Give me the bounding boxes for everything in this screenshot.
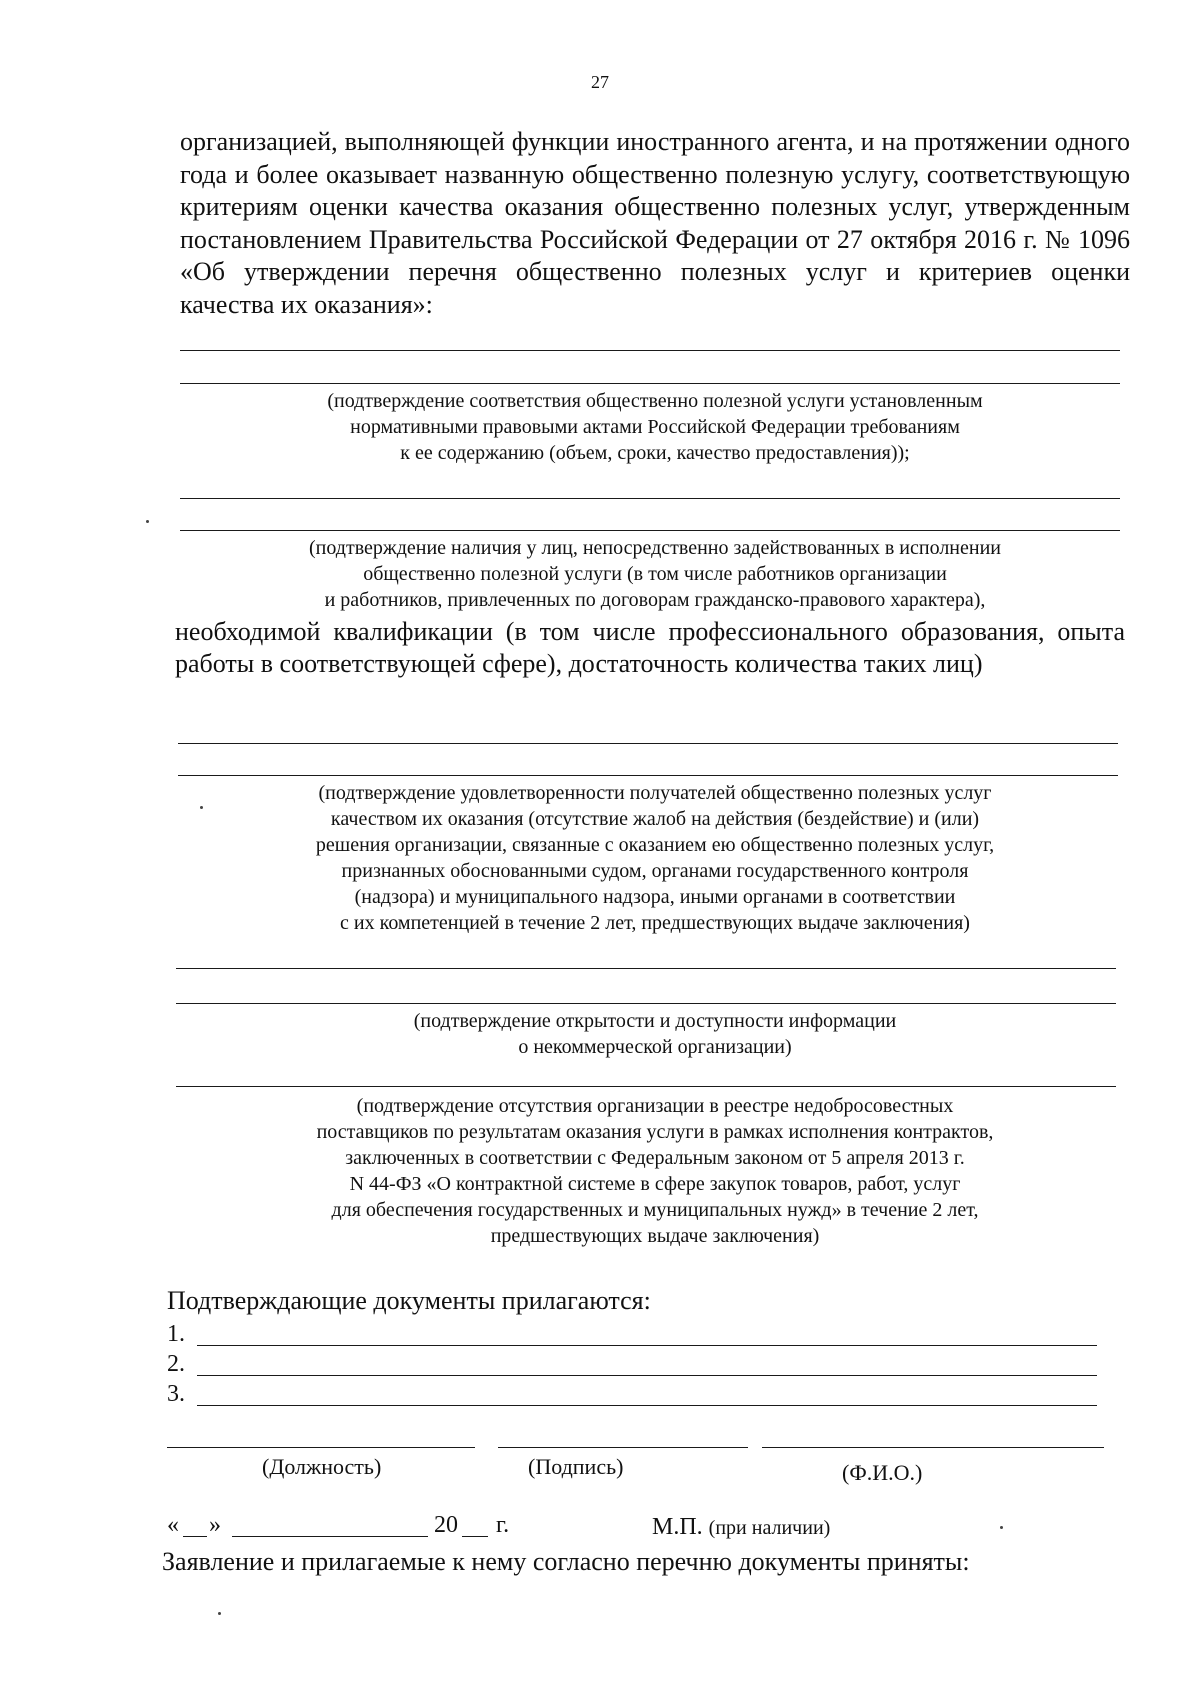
attached-document-number: 3. bbox=[167, 1381, 185, 1407]
caption-line: (надзора) и муниципального надзора, иными органами в соответствии bbox=[354, 886, 956, 908]
stamp-label: М.П. bbox=[652, 1514, 703, 1540]
fill-line bbox=[176, 968, 1116, 969]
fill-line bbox=[176, 1003, 1116, 1004]
caption-line: и работников, привлеченных по договорам гражданско-правового характера), bbox=[324, 589, 986, 611]
stamp-place bbox=[652, 1512, 830, 1543]
qualification-paragraph: необходимой квалификации (в том числе профессионального образования, опыта работы в соответствующей сфере), достаточность количества таких лиц) bbox=[175, 617, 1125, 678]
attached-document-number: 2. bbox=[167, 1351, 185, 1377]
attached-documents-title: Подтверждающие документы прилагаются: bbox=[167, 1286, 651, 1315]
caption-service-compliance bbox=[180, 388, 1130, 466]
attached-document-item[interactable] bbox=[167, 1320, 1097, 1348]
caption-line: заключенных в соответствии с Федеральным законом от 5 апреля 2013 г. bbox=[345, 1147, 965, 1169]
attached-document-item[interactable] bbox=[167, 1380, 1097, 1408]
fill-line bbox=[176, 1086, 1116, 1087]
caption-line: (подтверждение удовлетворенности получателей общественно полезных услуг bbox=[318, 782, 992, 804]
caption-line: качеством их оказания (отсутствие жалоб на действия (бездействие) и (или) bbox=[330, 808, 980, 830]
caption-staff-qualification bbox=[180, 535, 1130, 613]
scan-speck bbox=[1000, 1526, 1003, 1529]
fill-line bbox=[180, 498, 1120, 499]
caption-information-openness bbox=[180, 1008, 1130, 1060]
final-paragraph: Заявление и прилагаемые к нему согласно перечню документы приняты: bbox=[162, 1547, 970, 1576]
signature-label: (Подпись) bbox=[528, 1454, 624, 1479]
fill-line bbox=[178, 775, 1118, 776]
fill-line bbox=[197, 1345, 1097, 1346]
caption-line: с их компетенцией в течение 2 лет, предшествующих выдаче заключения) bbox=[340, 912, 970, 934]
year-prefix: 20 bbox=[434, 1512, 458, 1538]
day-blank[interactable] bbox=[183, 1536, 207, 1537]
month-blank[interactable] bbox=[232, 1536, 428, 1537]
caption-line: (подтверждение наличия у лиц, непосредственно задействованных в исполнении bbox=[308, 537, 1001, 559]
caption-line: общественно полезной услуги (в том числе работников организации bbox=[363, 563, 947, 585]
attached-document-number: 1. bbox=[167, 1321, 185, 1347]
year-suffix: г. bbox=[496, 1512, 510, 1538]
scan-speck bbox=[200, 806, 203, 809]
stamp-note: (при наличии) bbox=[708, 1517, 831, 1539]
fill-line bbox=[197, 1375, 1097, 1376]
caption-line: о некоммерческой организации) bbox=[518, 1036, 792, 1058]
caption-line: нормативными правовыми актами Российской Федерации требованиям bbox=[350, 416, 960, 438]
signature-line[interactable] bbox=[498, 1447, 748, 1448]
fill-line bbox=[180, 530, 1120, 531]
caption-line: к ее содержанию (объем, сроки, качество предоставления)); bbox=[400, 442, 910, 464]
caption-line: N 44-ФЗ «О контрактной системе в сфере закупок товаров, работ, услуг bbox=[349, 1173, 961, 1195]
fill-line bbox=[180, 350, 1120, 351]
attached-document-item[interactable] bbox=[167, 1350, 1097, 1378]
year-blank[interactable] bbox=[462, 1536, 488, 1537]
position-label: (Должность) bbox=[262, 1454, 382, 1479]
caption-line: (подтверждение соответствия общественно полезной услуги установленным bbox=[327, 390, 983, 412]
caption-recipient-satisfaction bbox=[180, 780, 1130, 936]
date-close-quote: » bbox=[209, 1512, 221, 1538]
caption-line: (подтверждение открытости и доступности информации bbox=[413, 1010, 897, 1032]
caption-line: поставщиков по результатам оказания услуги в рамках исполнения контрактов, bbox=[316, 1121, 994, 1143]
caption-line: признанных обоснованными судом, органами государственного контроля bbox=[341, 860, 969, 882]
fill-line bbox=[197, 1405, 1097, 1406]
name-line[interactable] bbox=[762, 1447, 1104, 1448]
date-open-quote: « bbox=[167, 1512, 179, 1538]
scan-speck bbox=[146, 520, 149, 523]
caption-line: решения организации, связанные с оказанием ею общественно полезных услуг, bbox=[315, 834, 995, 856]
page-number: 27 bbox=[591, 72, 609, 92]
name-label: (Ф.И.О.) bbox=[842, 1460, 923, 1485]
intro-paragraph: организацией, выполняющей функции иностранного агента, и на протяжении одного года и более оказывает названную общественно полезную услугу, соответствующую критериям оценки качества оказания общественно полезных услуг, утвержденным постановлением Правительства Российской Федерации от 27 октября 2016 г. № 1096 «Об утверждении перечня общественно полезных услуг и критериев оценки качества их оказания»: bbox=[180, 127, 1130, 319]
caption-line: для обеспечения государственных и муниципальных нужд» в течение 2 лет, bbox=[331, 1199, 979, 1221]
fill-line bbox=[180, 383, 1120, 384]
caption-line: предшествующих выдаче заключения) bbox=[490, 1225, 820, 1247]
caption-line: (подтверждение отсутствия организации в реестре недобросовестных bbox=[356, 1095, 954, 1117]
caption-supplier-registry bbox=[180, 1093, 1130, 1249]
scan-speck bbox=[218, 1612, 221, 1615]
position-line[interactable] bbox=[167, 1447, 475, 1448]
fill-line bbox=[178, 743, 1118, 744]
